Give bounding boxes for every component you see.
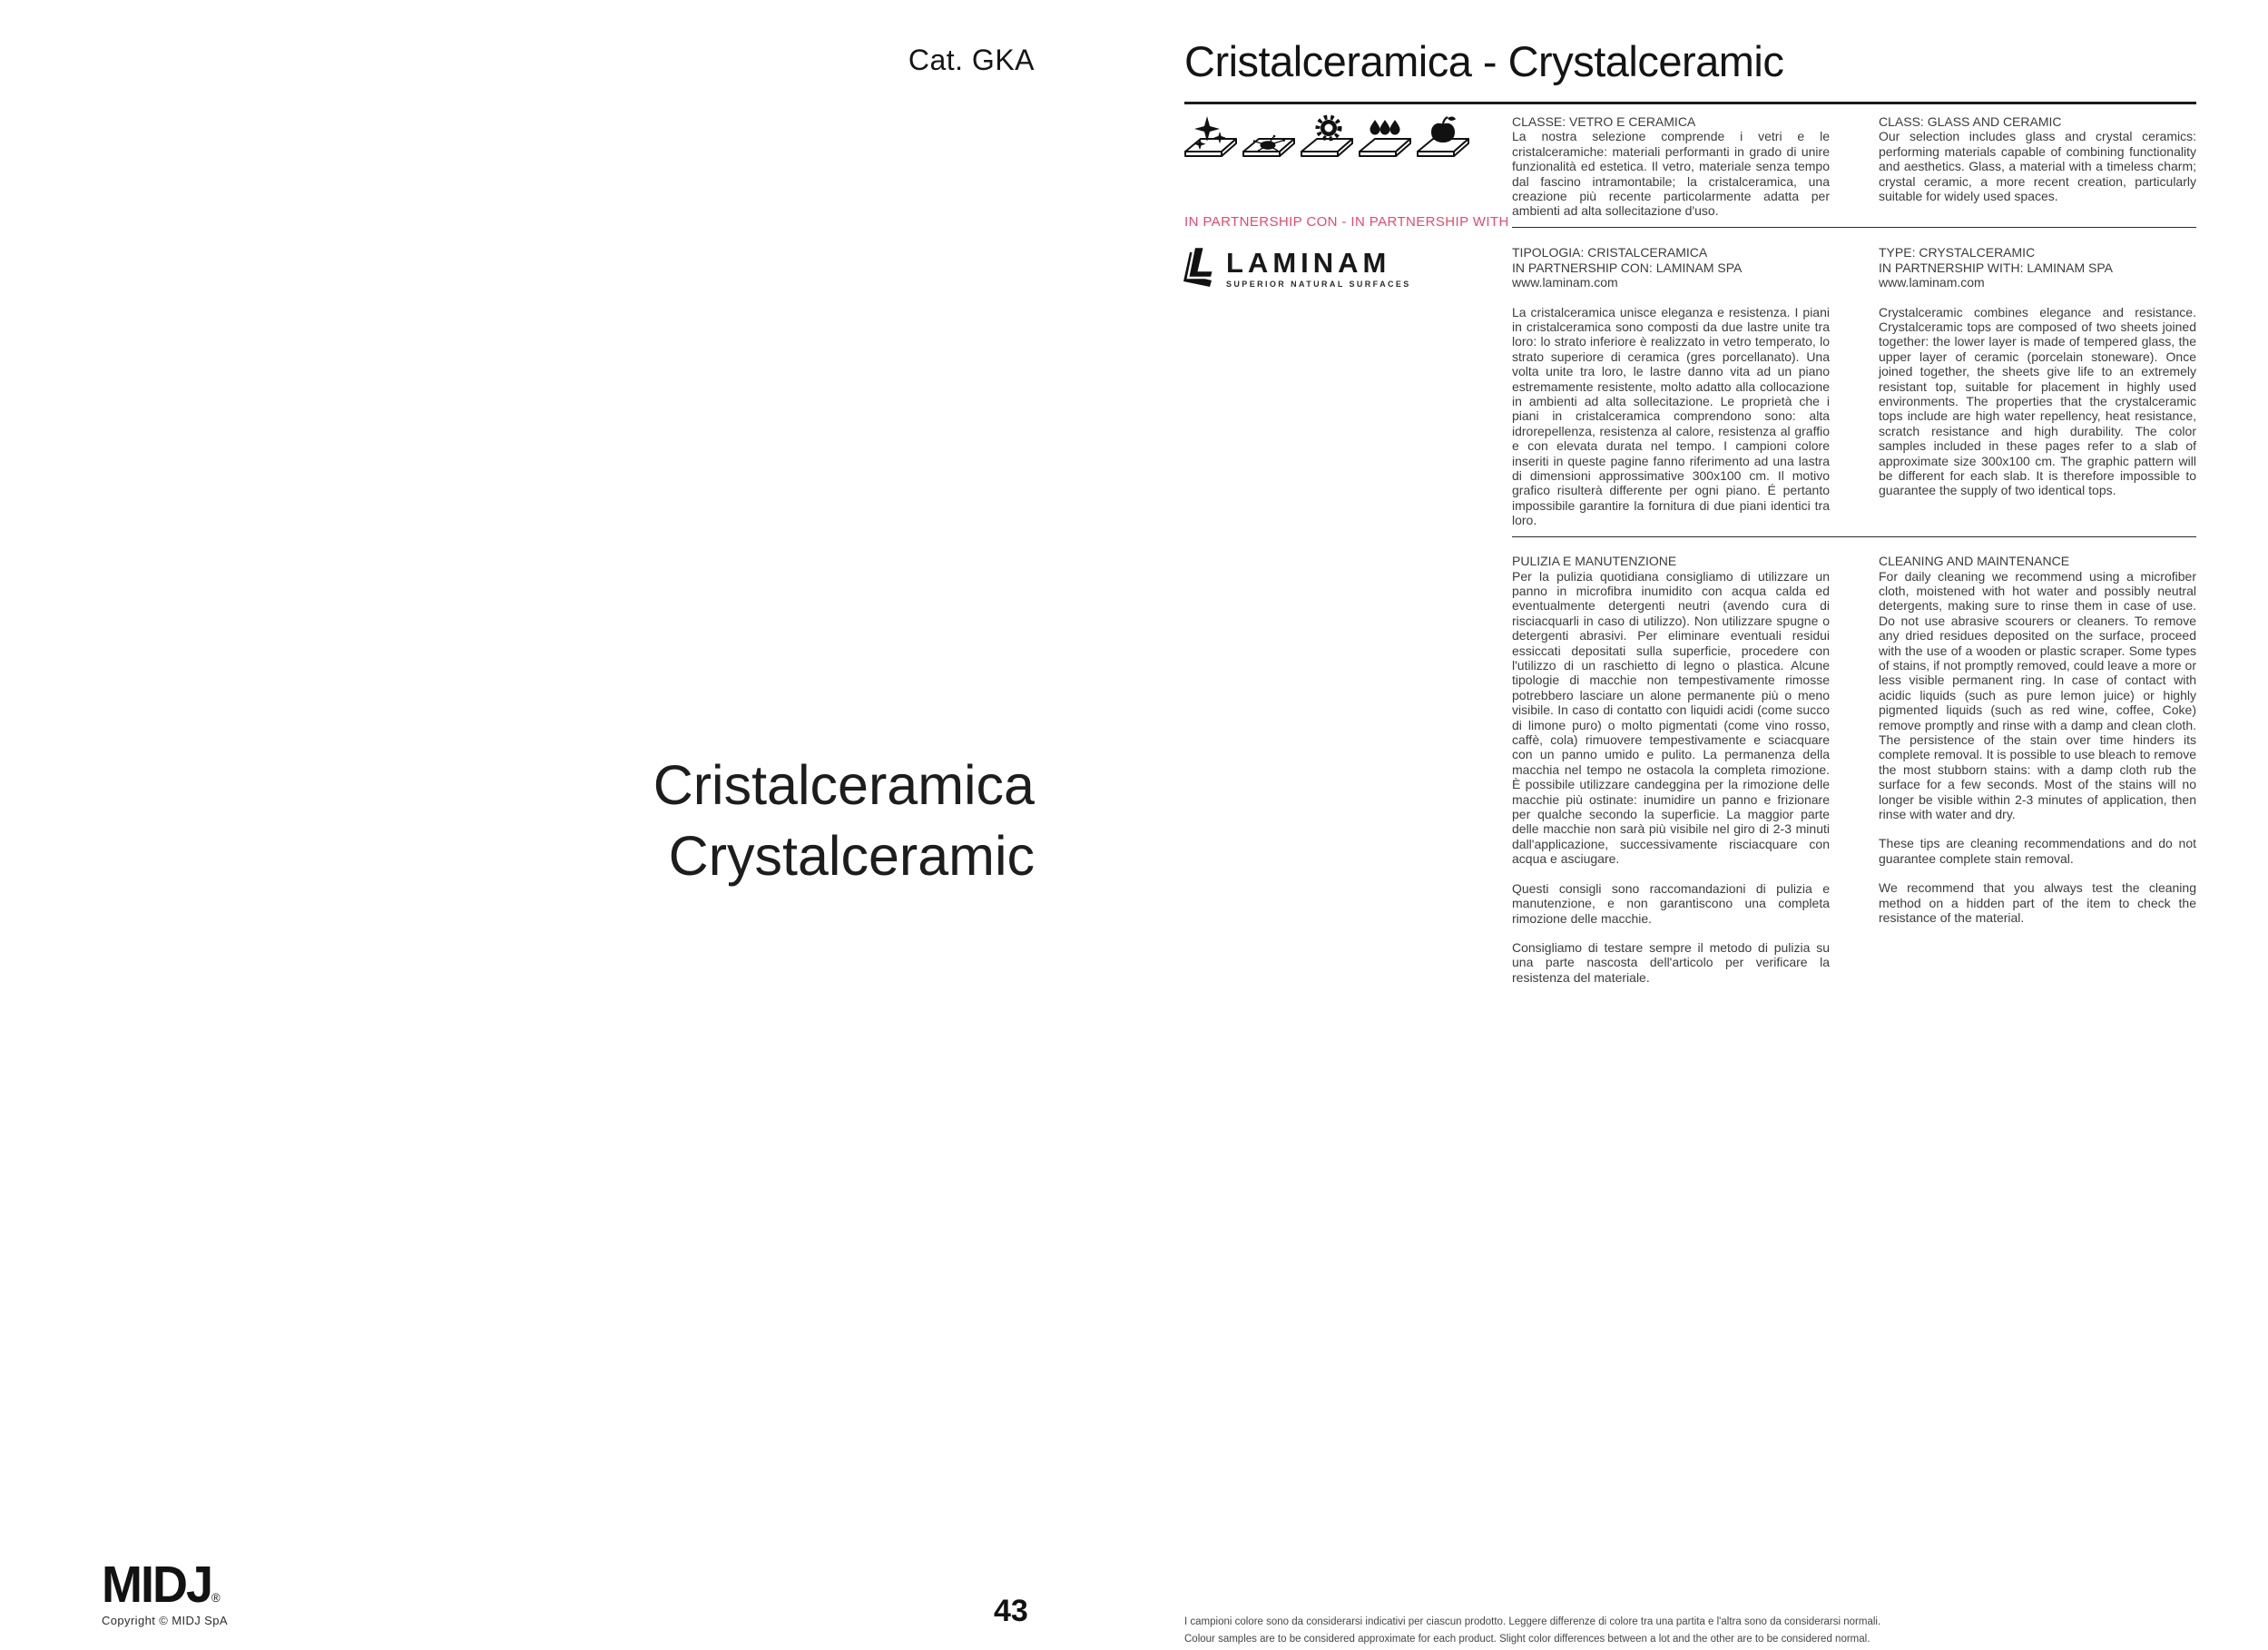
section-class-en <box>1879 114 2196 219</box>
cleaning-p2-it: Questi consigli sono raccomandazioni di pulizia e manutenzione, e non garantiscono una completa rimozione delle macchie. <box>1512 880 1830 926</box>
cleaning-p2-en: These tips are cleaning recommendations and do not guarantee complete stain removal. <box>1879 836 2196 866</box>
stain-resistance-surface-icon <box>1241 114 1297 167</box>
type-partner-it: IN PARTNERSHIP CON: LAMINAM SPA <box>1512 260 1743 275</box>
material-display-title-it: Cristalceramica <box>653 754 1035 816</box>
laminam-tagline: SUPERIOR NATURAL SURFACES <box>1226 280 1411 289</box>
cleaning-heading-it: PULIZIA E MANUTENZIONE <box>1512 554 1677 569</box>
heat-resistance-surface-icon <box>1299 114 1355 167</box>
cleaning-p3-en: We recommend that you always test the cleaning method on a hidden part of the item to check the resistance of the material. <box>1879 880 2196 926</box>
section-body-en: Our selection includes glass and crystal ceramics: performing materials capable of combining functionality and aesthetics. Glass, a material with a timeless charm; crystal ceramic, a more recent creation, particularly suitable for widely used spaces. <box>1879 129 2196 204</box>
section-heading-en: CLASS: GLASS AND CERAMIC <box>1879 114 2062 129</box>
midj-wordmark <box>102 1556 228 1614</box>
midj-wordmark-text: MIDJ <box>102 1556 212 1614</box>
cleaning-heading-en: CLEANING AND MAINTENANCE <box>1879 554 2070 569</box>
page-title: Cristalceramica - Crystalceramic <box>1184 37 1784 85</box>
laminam-logo-text <box>1226 249 1411 289</box>
color-disclaimer <box>1184 1614 1880 1647</box>
section-heading-it: CLASSE: VETRO E CERAMICA <box>1512 114 1696 129</box>
section-type-en <box>1879 245 2196 527</box>
section-class-it <box>1512 114 1830 219</box>
color-disclaimer-en: Colour samples are to be considered approximate for each product. Slight color differences between a lot and the other are to be considered normal. <box>1184 1633 1870 1645</box>
laminam-logo-mark <box>1181 245 1217 289</box>
material-display-title-en: Crystalceramic <box>668 825 1035 887</box>
page-number: 43 <box>994 1594 1028 1628</box>
water-repellency-surface-icon <box>1357 114 1413 167</box>
laminam-logo <box>1181 245 1411 289</box>
midj-logo-block <box>102 1556 228 1627</box>
section-type-it <box>1512 245 1830 527</box>
cleaning-p3-it: Consigliamo di testare sempre il metodo di pulizia su una parte nascosta dell'articolo per verificare la resistenza del materiale. <box>1512 939 1830 985</box>
laminam-url-link[interactable]: www.laminam.com <box>1512 275 1618 290</box>
laminam-wordmark: LAMINAM <box>1226 247 1391 279</box>
registered-mark: ® <box>211 1590 221 1605</box>
partnership-label: IN PARTNERSHIP CON - IN PARTNERSHIP WITH <box>1184 214 1509 230</box>
title-divider <box>1184 102 2196 104</box>
copyright-text: Copyright © MIDJ SpA <box>102 1614 228 1627</box>
type-heading-it: TIPOLOGIA: CRISTALCERAMICA <box>1512 245 1708 260</box>
material-display-title <box>653 750 1035 891</box>
shine-surface-icon <box>1183 114 1239 167</box>
text-columns <box>1512 114 2196 985</box>
laminam-url-link[interactable]: www.laminam.com <box>1879 275 1985 290</box>
color-disclaimer-it: I campioni colore sono da considerarsi indicativi per ciascun prodotto. Leggere differenze di colore tra una partita e l'altra sono da considerarsi normali. <box>1184 1616 1881 1627</box>
cleaning-p1-en: For daily cleaning we recommend using a microfiber cloth, moistened with hot water and possibly neutral detergents, making sure to rinse them in case of use. Do not use abrasive scourers or cleaners. To remove any dried residues deposited on the surface, proceed with the use of a wooden or plastic scraper. Some types of stains, if not promptly removed, could leave a more or less visible permanent ring. In case of contact with acidic liquids (such as pure lemon juice) or highly pigmented liquids (such as red wine, coffee, Coke) remove promptly and rinse with a damp and clean cloth. The persistence of the stain over time hinders its complete removal. It is possible to use bleach to remove the most stubborn stains: with a damp cloth rub the surface for a few seconds. Most of the stains will no longer be visible within 2-3 minutes of application, then rinse with water and dry. <box>1879 568 2196 822</box>
type-body-it: La cristalceramica unisce eleganza e resistenza. I piani in cristalceramica sono composti da due lastre unite tra loro: lo strato inferiore è realizzato in vetro temperato, lo strato superiore di ceramica (gres porcellanato). Una volta unite tra loro, le lastre danno vita ad un piano estremamente resistente, molto adatto alla collocazione in ambienti ad alta sollecitazione. Le proprietà che i piani in cristalceramica comprendono sono: alta idrorepellenza, resistenza al calore, resistenza al graffio e con elevata durata nel tempo. I campioni colore inseriti in queste pagine fanno riferimento ad una lastra di dimensioni approssimative 300x100 cm. Il motivo grafico risulterà differente per ogni piano. É pertanto impossibile garantire la fornitura di due piani identici tra loro. <box>1512 304 1830 528</box>
type-body-en: Crystalceramic combines elegance and resistance. Crystalceramic tops are composed of two sheets joined together: the lower layer is made of tempered glass, the upper layer of ceramic (porcelain stoneware). Once joined together, the sheets give life to an extremely resistant top, suitable for placement in highly used environments. The properties that the crystalceramic tops include are high water repellency, heat resistance, scratch resistance and high durability. The color samples included in these pages refer to a slab of approximate size 300x100 cm. The graphic pattern will be different for each slab. It is therefore impossible to guarantee the supply of two identical tops. <box>1879 304 2196 498</box>
section-class <box>1512 114 2196 227</box>
section-cleaning-en <box>1879 554 2196 985</box>
type-heading-en: TYPE: CRYSTALCERAMIC <box>1879 245 2036 260</box>
section-cleaning <box>1512 537 2196 985</box>
cleaning-p1-it: Per la pulizia quotidiana consigliamo di utilizzare un panno in microfibra inumidito con acqua calda ed eventualmente detergenti neutri (avendo cura di risciacquarli in caso di utilizzo). Non utilizzare spugne o detergenti abrasivi. Per eliminare eventuali residui essiccati depositati sulla superficie, procedere con l'utilizzo di un raschietto di legno o plastica. Alcune tipologie di macchie non tempestivamente rimosse potrebbero lasciare un alone permanente più o meno visibile. In caso di contatto con liquidi acidi (come succo di limone puro) o molto pigmentati (come vino rosso, caffè, cola) rimuovere tempestivamente e sciacquare con un panno umido e pulito. La permanenza della macchia nel tempo ne ostacola la completa rimozione. È possibile utilizzare candeggina per la rimozione delle macchie più ostinate: inumidire un panno e frizionare per qualche secondo la superficie. La maggior parte delle macchie non sarà più visibile nel giro di 2-3 minuti dall'applicazione, successivamente risciacquare con acqua e asciugare. <box>1512 568 1830 867</box>
catalog-code: Cat. GKA <box>908 44 1035 76</box>
section-body-it: La nostra selezione comprende i vetri e le cristalceramiche: materiali performanti in grado di unire funzionalità ed estetica. Il vetro, materiale senza tempo dal fascino intramontabile; la cristalceramica, una creazione più recente particolarmente adatta per ambienti ad alta sollecitazione d'uso. <box>1512 129 1830 219</box>
section-type <box>1512 228 2196 535</box>
section-cleaning-it <box>1512 554 1830 985</box>
food-safe-surface-icon <box>1415 114 1471 167</box>
material-property-icons <box>1183 114 1471 167</box>
type-partner-en: IN PARTNERSHIP WITH: LAMINAM SPA <box>1879 260 2114 275</box>
